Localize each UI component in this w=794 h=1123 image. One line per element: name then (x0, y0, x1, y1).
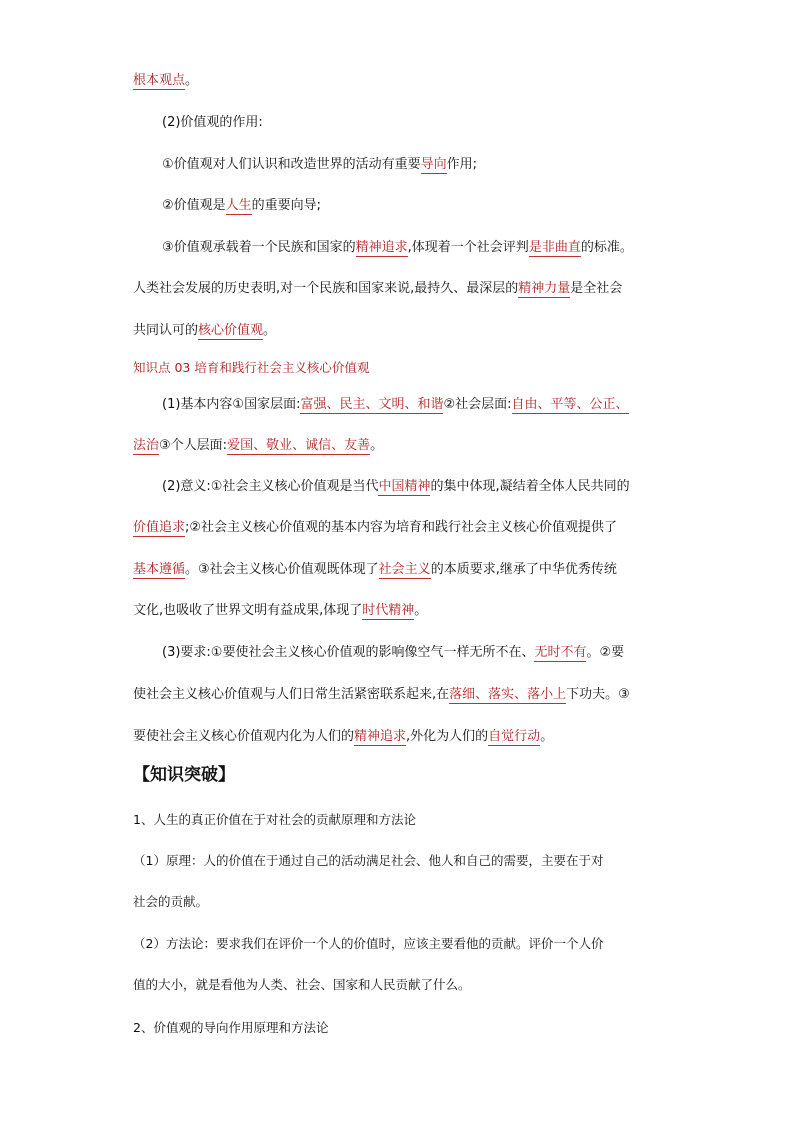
key-term: 人生 (225, 198, 252, 213)
key-term: 富强、民主、文明、和谐 (300, 397, 444, 412)
key-term: 中国精神 (378, 479, 431, 494)
key-term: 是非曲直 (528, 240, 581, 255)
text-line: 价值追求;②社会主义核心价值观的基本内容为培育和践行社会主义核心价值观提供了 (133, 520, 618, 535)
text-line: 使社会主义核心价值观与人们日常生活紧密联系起来,在落细、落实、落小上下功夫。③ (133, 687, 630, 702)
key-term: 社会主义 (378, 562, 431, 577)
text-line: 文化,也吸收了世界文明有益成果,体现了时代精神。 (133, 603, 428, 618)
text-line: （2）方法论：要求我们在评价一个人的价值时，应该主要看他的贡献。评价一个人价 (133, 936, 604, 951)
key-term: 无时不有 (534, 645, 587, 660)
text-line: 要使社会主义核心价值观内化为人们的精神追求,外化为人们的自觉行动。 (133, 729, 554, 744)
text-line: (3)要求:①要使社会主义核心价值观的影响像空气一样无所不在、无时不有。②要 (162, 645, 625, 660)
text-line: 社会的贡献。 (133, 894, 209, 909)
text-line: （1）原理：人的价值在于通过自己的活动满足社会、他人和自己的需要，主要在于对 (133, 853, 604, 868)
text-line: (2)意义:①社会主义核心价值观是当代中国精神的集中体现,凝结着全体人民共同的 (162, 479, 630, 494)
text-line: 2、价值观的导向作用原理和方法论 (133, 1020, 329, 1035)
key-term: 落细、落实、落小上 (449, 687, 567, 702)
text-line: 根本观点。 (133, 73, 199, 88)
key-term: 爱国、敬业、诚信、友善 (227, 438, 371, 453)
text-line: 值的大小，就是看他为人类、社会、国家和人民贡献了什么。 (133, 977, 471, 992)
section-heading: 知识点 03 培育和践行社会主义核心价值观 (133, 360, 370, 375)
text-line: (2)价值观的作用: (162, 115, 263, 130)
key-term: 精神追求 (355, 240, 408, 255)
text-line: ③价值观承载着一个民族和国家的精神追求,体现着一个社会评判是非曲直的标准。 (162, 240, 633, 255)
text-line: 人类社会发展的历史表明,对一个民族和国家来说,最持久、最深层的精神力量是全社会 (133, 281, 623, 296)
key-term: 自由、平等、公正、 (511, 397, 629, 412)
text-line: ①价值观对人们认识和改造世界的活动有重要导向作用; (162, 157, 478, 172)
key-term: 精神追求 (354, 729, 407, 744)
text-line: (1)基本内容①国家层面:富强、民主、文明、和谐②社会层面:自由、平等、公正、 (162, 397, 629, 412)
key-term: 时代精神 (362, 603, 415, 618)
key-term: 价值追求 (133, 520, 186, 535)
key-term: 精神力量 (518, 281, 571, 296)
text-line: 基本遵循。③社会主义核心价值观既体现了社会主义的本质要求,继承了中华优秀传统 (133, 562, 617, 577)
key-term: 核心价值观 (198, 323, 264, 338)
text-line: ②价值观是人生的重要向导; (162, 198, 322, 213)
key-term: 自觉行动 (488, 729, 541, 744)
section-title: 【知识突破】 (133, 765, 235, 785)
key-term: 根本观点 (133, 73, 186, 88)
text-line: 1、人生的真正价值在于对社会的贡献原理和方法论 (133, 812, 416, 827)
key-term: 法治 (133, 438, 160, 453)
key-term: 基本遵循 (133, 562, 186, 577)
key-term: 导向 (420, 157, 447, 172)
text-line: 法治③个人层面:爱国、敬业、诚信、友善。 (133, 438, 384, 453)
text-line: 共同认可的核心价值观。 (133, 323, 277, 338)
